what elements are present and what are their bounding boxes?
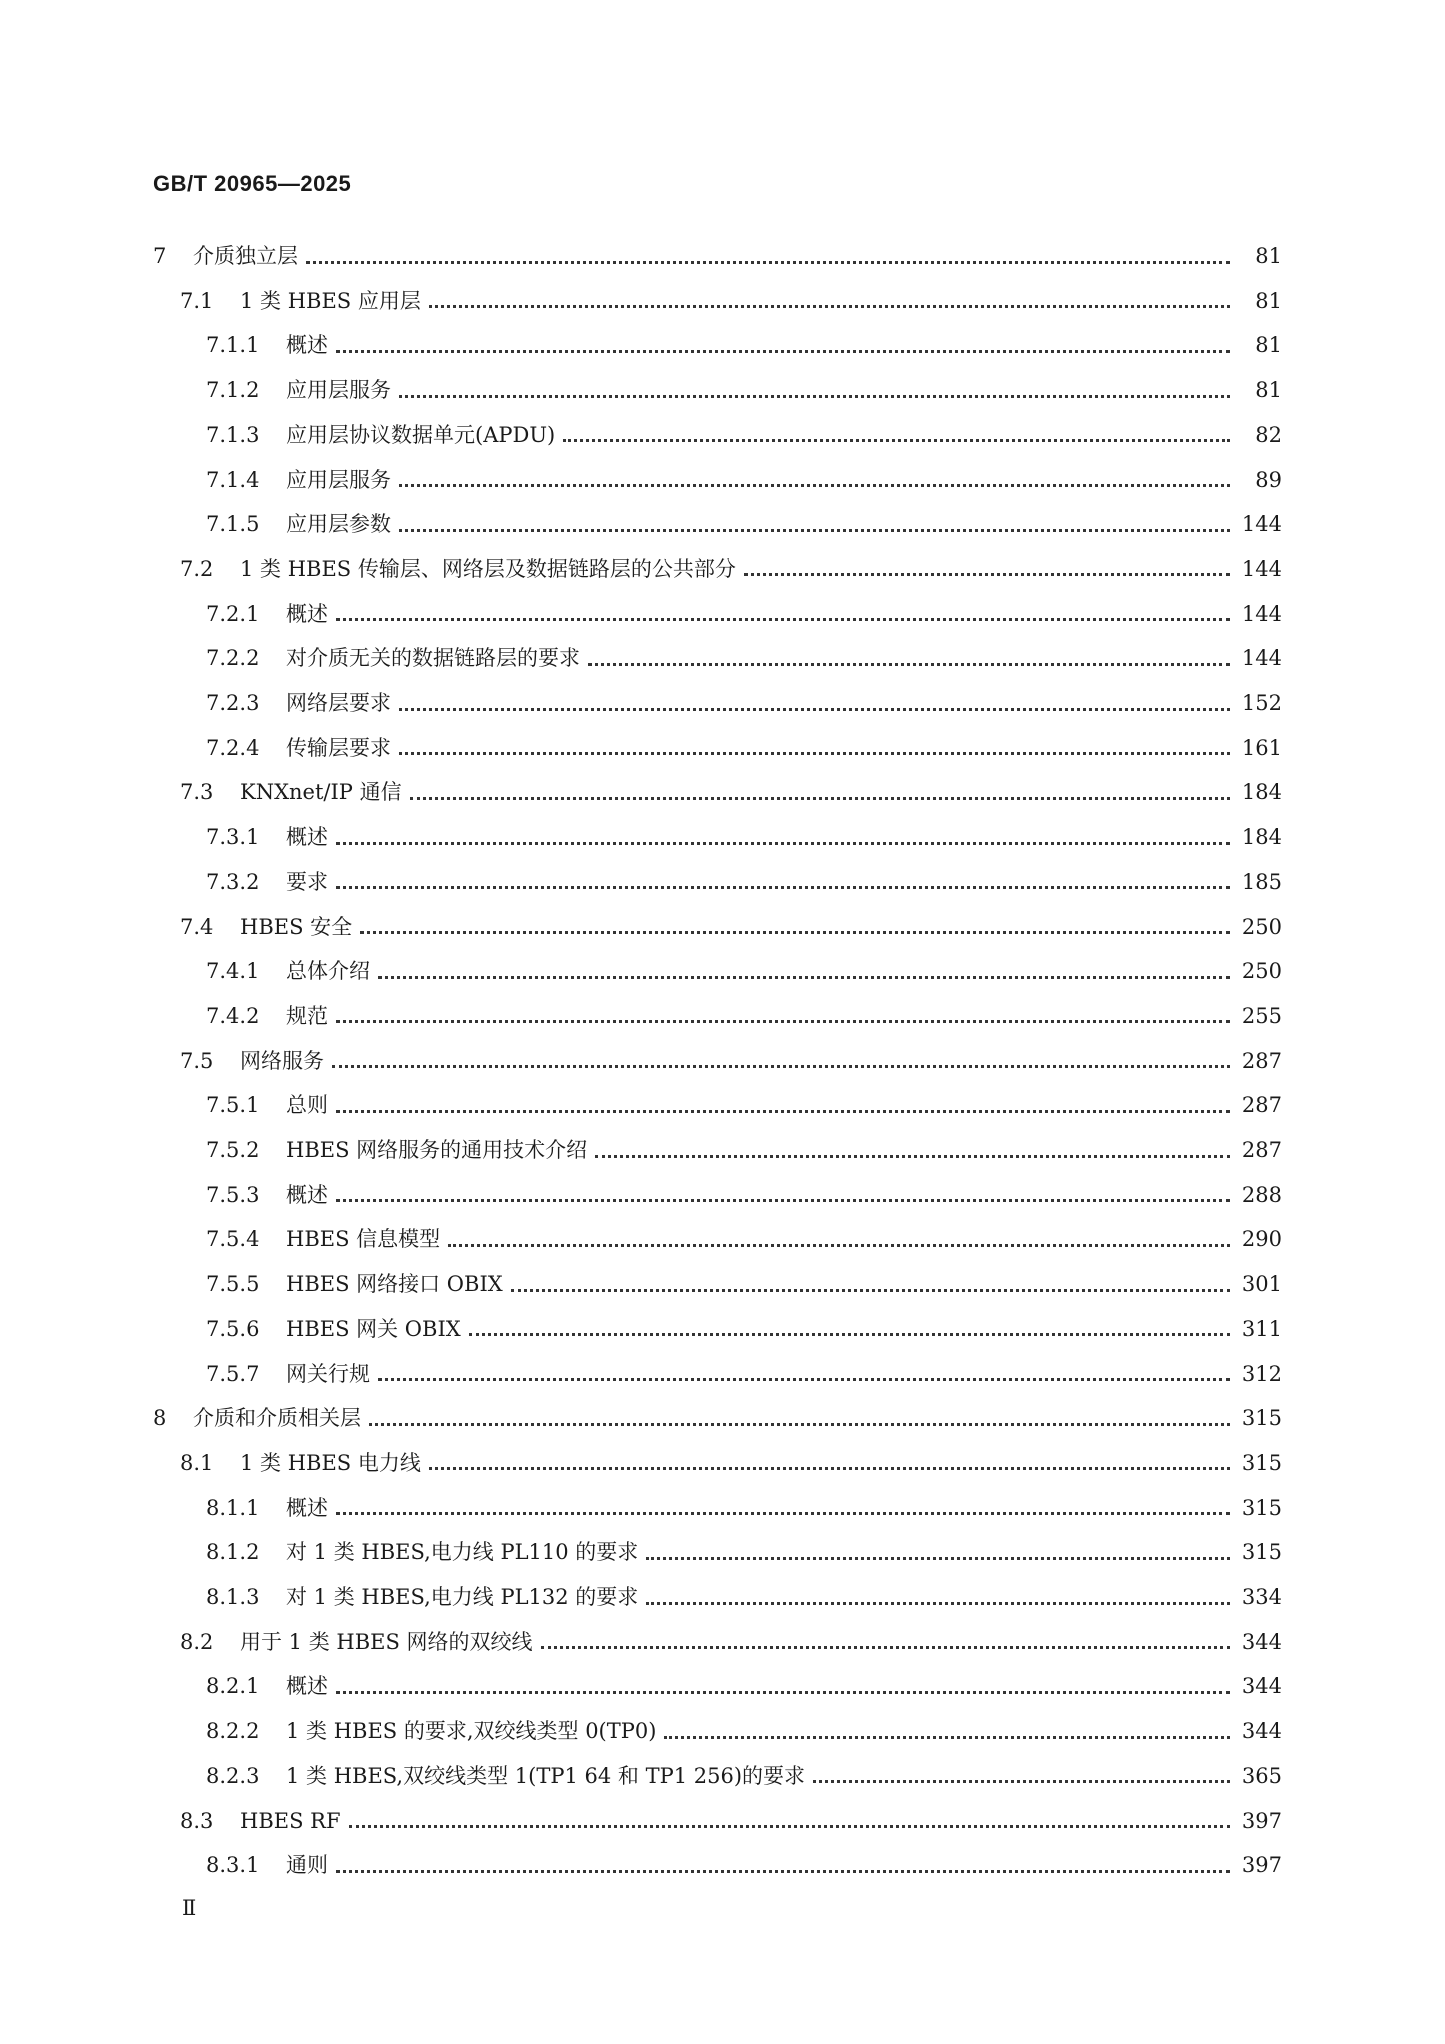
dot-leader bbox=[349, 1825, 1230, 1828]
toc-entry-page: 315 bbox=[1241, 1495, 1282, 1520]
toc-entry-title: HBES 网络接口 OBIX bbox=[286, 1272, 503, 1297]
toc-entry-page: 287 bbox=[1241, 1138, 1282, 1162]
toc-entry-page: 365 bbox=[1241, 1763, 1282, 1788]
toc-entry-title: HBES 信息模型 bbox=[286, 1227, 441, 1252]
toc-entry[interactable] bbox=[206, 1711, 1282, 1751]
toc-entry-page: 344 bbox=[1241, 1674, 1282, 1699]
dot-leader bbox=[469, 1333, 1230, 1336]
toc-entry-page: 144 bbox=[1241, 556, 1282, 581]
toc-entry-title: 传输层要求 bbox=[286, 735, 391, 760]
toc-entry-title: 1 类 HBES 的要求,双绞线类型 0(TP0) bbox=[286, 1719, 657, 1744]
dot-leader bbox=[369, 1423, 1230, 1426]
toc-entry-number: 7.2.2 bbox=[206, 646, 260, 671]
toc-entry-page: 152 bbox=[1241, 691, 1282, 715]
toc-entry-number: 7.3.1 bbox=[206, 825, 260, 850]
toc-entry[interactable] bbox=[206, 1175, 1282, 1215]
toc-entry[interactable] bbox=[206, 1219, 1282, 1259]
toc-entry-page: 344 bbox=[1241, 1719, 1282, 1744]
toc-entry[interactable] bbox=[180, 1801, 1282, 1841]
toc-entry[interactable] bbox=[206, 1309, 1282, 1349]
dot-leader bbox=[336, 886, 1230, 889]
toc-entry-page: 344 bbox=[1241, 1629, 1282, 1654]
toc-entry-number: 7.5.4 bbox=[206, 1227, 260, 1252]
toc-entry-page: 290 bbox=[1241, 1227, 1282, 1252]
dot-leader bbox=[595, 1155, 1230, 1158]
toc-entry-page: 397 bbox=[1241, 1853, 1282, 1878]
toc-entry[interactable] bbox=[180, 772, 1282, 812]
toc-entry-page: 250 bbox=[1241, 959, 1282, 984]
toc-entry[interactable] bbox=[206, 504, 1282, 544]
toc-entry-number: 7.3.2 bbox=[206, 869, 260, 894]
toc-entry-page: 144 bbox=[1241, 601, 1282, 626]
toc-entry-number: 7.4.2 bbox=[206, 1003, 260, 1028]
toc-entry[interactable] bbox=[206, 460, 1282, 500]
toc-entry[interactable] bbox=[206, 370, 1282, 410]
toc-entry[interactable] bbox=[206, 683, 1282, 723]
toc-entry[interactable] bbox=[180, 549, 1282, 589]
toc-entry-page: 144 bbox=[1241, 646, 1282, 671]
toc-entry-page: 301 bbox=[1241, 1272, 1282, 1297]
toc-entry-title: 对 1 类 HBES,电力线 PL110 的要求 bbox=[286, 1540, 639, 1565]
toc-entry-number: 8.3 bbox=[180, 1808, 214, 1833]
dot-leader bbox=[448, 1244, 1230, 1247]
toc-entry[interactable] bbox=[206, 1532, 1282, 1572]
toc-entry-number: 7.2.3 bbox=[206, 691, 260, 715]
dot-leader bbox=[336, 618, 1230, 621]
toc-entry[interactable] bbox=[206, 1264, 1282, 1304]
toc-entry[interactable] bbox=[180, 281, 1282, 321]
dot-leader bbox=[336, 1691, 1230, 1694]
toc-entry-page: 334 bbox=[1241, 1585, 1282, 1609]
toc-entry-title: 网络层要求 bbox=[286, 691, 391, 715]
dot-leader bbox=[306, 261, 1230, 264]
toc-entry[interactable] bbox=[206, 1845, 1282, 1885]
dot-leader bbox=[336, 842, 1230, 845]
toc-entry-page: 250 bbox=[1241, 914, 1282, 939]
dot-leader bbox=[410, 797, 1230, 800]
toc-entry-title: 对 1 类 HBES,电力线 PL132 的要求 bbox=[286, 1585, 639, 1609]
toc-entry-title: 介质和介质相关层 bbox=[193, 1406, 361, 1431]
dot-leader bbox=[511, 1289, 1230, 1292]
toc-entry-page: 311 bbox=[1241, 1316, 1282, 1341]
toc-entry[interactable] bbox=[206, 1354, 1282, 1394]
toc-entry-page: 287 bbox=[1241, 1093, 1282, 1118]
toc-entry-title: KNXnet/IP 通信 bbox=[240, 780, 402, 805]
toc-entry-title: 介质独立层 bbox=[193, 244, 298, 268]
toc-entry-number: 7.5 bbox=[180, 1048, 214, 1073]
toc-entry-number: 7.2.1 bbox=[206, 601, 260, 626]
toc-entry-number: 8 bbox=[153, 1406, 167, 1431]
toc-entry[interactable] bbox=[206, 415, 1282, 455]
toc-entry-number: 7.1.3 bbox=[206, 422, 260, 447]
dot-leader bbox=[588, 663, 1230, 666]
toc-entry-number: 8.2 bbox=[180, 1629, 214, 1654]
toc-entry[interactable] bbox=[206, 951, 1282, 991]
toc-entry-number: 7.5.5 bbox=[206, 1272, 260, 1297]
dot-leader bbox=[646, 1557, 1230, 1560]
toc-entry-title: 1 类 HBES 电力线 bbox=[240, 1450, 421, 1475]
toc-entry[interactable] bbox=[206, 1130, 1282, 1170]
toc-entry-page: 288 bbox=[1241, 1182, 1282, 1207]
toc-entry-page: 81 bbox=[1255, 378, 1282, 403]
toc-entry-page: 287 bbox=[1241, 1048, 1282, 1073]
toc-entry-page: 161 bbox=[1241, 735, 1282, 760]
toc-entry-number: 7.5.2 bbox=[206, 1138, 260, 1162]
toc-entry-title: 网关行规 bbox=[286, 1361, 370, 1386]
toc-entry-title: 通则 bbox=[286, 1853, 328, 1878]
toc-entry-title: 应用层服务 bbox=[286, 467, 391, 492]
toc-entry-number: 8.1.1 bbox=[206, 1495, 260, 1520]
toc-entry-number: 8.2.2 bbox=[206, 1719, 260, 1744]
toc-entry-title: 应用层参数 bbox=[286, 512, 391, 537]
dot-leader bbox=[664, 1736, 1230, 1739]
toc-entry-page: 89 bbox=[1255, 467, 1282, 492]
toc-entry[interactable] bbox=[206, 325, 1282, 365]
toc-entry[interactable] bbox=[206, 862, 1282, 902]
toc-entry-page: 81 bbox=[1255, 288, 1282, 313]
dot-leader bbox=[563, 439, 1230, 442]
toc-entry-number: 7.1 bbox=[180, 288, 214, 313]
toc-entry-title: HBES RF bbox=[240, 1808, 341, 1833]
toc-entry-title: 概述 bbox=[286, 333, 328, 358]
dot-leader bbox=[336, 1110, 1230, 1113]
toc-entry[interactable] bbox=[206, 1488, 1282, 1528]
toc-entry-title: 概述 bbox=[286, 601, 328, 626]
toc-entry-title: HBES 网关 OBIX bbox=[286, 1316, 461, 1341]
toc-entry[interactable] bbox=[206, 817, 1282, 857]
toc-entry-title: 网络服务 bbox=[240, 1048, 324, 1073]
toc-entry-title: HBES 安全 bbox=[240, 914, 353, 939]
dot-leader bbox=[399, 395, 1230, 398]
toc-entry[interactable] bbox=[206, 638, 1282, 678]
toc-entry-number: 7.4 bbox=[180, 914, 214, 939]
toc-entry-title: 概述 bbox=[286, 825, 328, 850]
toc-entry-number: 8.1.3 bbox=[206, 1585, 260, 1609]
toc-entry-title: 总则 bbox=[286, 1093, 328, 1118]
toc-entry[interactable] bbox=[206, 1666, 1282, 1706]
toc-entry-title: 概述 bbox=[286, 1182, 328, 1207]
toc-entry-page: 255 bbox=[1241, 1003, 1282, 1028]
toc-entry-number: 7.2 bbox=[180, 556, 214, 581]
toc-entry[interactable] bbox=[206, 594, 1282, 634]
toc-entry-title: 总体介绍 bbox=[286, 959, 370, 984]
dot-leader bbox=[336, 350, 1230, 353]
toc-entry-page: 315 bbox=[1241, 1406, 1282, 1431]
toc-entry-page: 315 bbox=[1241, 1540, 1282, 1565]
toc-entry-title: 应用层服务 bbox=[286, 378, 391, 403]
toc-entry-title: 1 类 HBES 应用层 bbox=[240, 288, 421, 313]
dot-leader bbox=[336, 1020, 1230, 1023]
dot-leader bbox=[360, 931, 1230, 934]
toc-entry-number: 7.2.4 bbox=[206, 735, 260, 760]
toc-entry-page: 184 bbox=[1241, 825, 1282, 850]
toc-entry[interactable] bbox=[180, 907, 1282, 947]
dot-leader bbox=[813, 1780, 1230, 1783]
toc-entry-number: 7.3 bbox=[180, 780, 214, 805]
toc-entry-page: 144 bbox=[1241, 512, 1282, 537]
toc-entry-page: 315 bbox=[1241, 1450, 1282, 1475]
toc-entry-title: 规范 bbox=[286, 1003, 328, 1028]
dot-leader bbox=[378, 976, 1230, 979]
toc-entry[interactable] bbox=[180, 1622, 1282, 1662]
dot-leader bbox=[744, 573, 1230, 576]
dot-leader bbox=[336, 1199, 1230, 1202]
toc-entry-number: 8.1.2 bbox=[206, 1540, 260, 1565]
toc-entry-number: 7.4.1 bbox=[206, 959, 260, 984]
dot-leader bbox=[429, 305, 1230, 308]
dot-leader bbox=[399, 752, 1230, 755]
toc-entry-title: 应用层协议数据单元(APDU) bbox=[286, 422, 556, 447]
toc-entry-number: 7.1.2 bbox=[206, 378, 260, 403]
toc-entry-page: 397 bbox=[1241, 1808, 1282, 1833]
toc-entry-number: 8.1 bbox=[180, 1450, 214, 1475]
toc-entry-title: 用于 1 类 HBES 网络的双绞线 bbox=[240, 1629, 533, 1654]
toc-entry[interactable] bbox=[206, 1577, 1282, 1617]
toc-entry-number: 7.5.1 bbox=[206, 1093, 260, 1118]
dot-leader bbox=[399, 529, 1230, 532]
toc-entry-page: 184 bbox=[1241, 780, 1282, 805]
toc-entry-page: 185 bbox=[1241, 869, 1282, 894]
dot-leader bbox=[541, 1646, 1230, 1649]
dot-leader bbox=[336, 1512, 1230, 1515]
toc-entry-number: 8.2.3 bbox=[206, 1763, 260, 1788]
toc-entry[interactable] bbox=[153, 1398, 1282, 1438]
toc-entry-title: HBES 网络服务的通用技术介绍 bbox=[286, 1138, 588, 1162]
toc-entry-title: 要求 bbox=[286, 869, 328, 894]
toc-entry[interactable] bbox=[180, 1443, 1282, 1483]
toc-entry-page: 312 bbox=[1241, 1361, 1282, 1386]
toc-entry[interactable] bbox=[206, 728, 1282, 768]
toc-entry[interactable] bbox=[180, 1041, 1282, 1081]
toc-entry-page: 82 bbox=[1255, 422, 1282, 447]
toc-entry-number: 7 bbox=[153, 244, 167, 268]
toc-entry-number: 7.1.4 bbox=[206, 467, 260, 492]
toc-entry-title: 对介质无关的数据链路层的要求 bbox=[286, 646, 580, 671]
dot-leader bbox=[332, 1065, 1230, 1068]
toc-entry-number: 7.5.3 bbox=[206, 1182, 260, 1207]
toc-entry-number: 7.5.7 bbox=[206, 1361, 260, 1386]
toc-entry[interactable] bbox=[206, 1085, 1282, 1125]
toc-entry-title: 1 类 HBES,双绞线类型 1(TP1 64 和 TP1 256)的要求 bbox=[286, 1763, 806, 1788]
dot-leader bbox=[336, 1870, 1230, 1873]
dot-leader bbox=[429, 1467, 1230, 1470]
toc-entry-number: 7.1.1 bbox=[206, 333, 260, 358]
toc-entry[interactable] bbox=[206, 1756, 1282, 1796]
dot-leader bbox=[399, 708, 1230, 711]
page-number: Ⅱ bbox=[182, 1896, 197, 1920]
toc-entry-page: 81 bbox=[1255, 244, 1282, 268]
toc-entry-number: 7.1.5 bbox=[206, 512, 260, 537]
dot-leader bbox=[399, 484, 1230, 487]
toc-entry-page: 81 bbox=[1255, 333, 1282, 358]
toc-entry[interactable] bbox=[206, 996, 1282, 1036]
document-id: GB/T 20965—2025 bbox=[153, 171, 352, 196]
dot-leader bbox=[646, 1602, 1230, 1605]
toc-entry-number: 7.5.6 bbox=[206, 1316, 260, 1341]
toc-entry[interactable] bbox=[153, 236, 1282, 276]
toc-entry-title: 1 类 HBES 传输层、网络层及数据链路层的公共部分 bbox=[240, 556, 736, 581]
toc-entry-title: 概述 bbox=[286, 1674, 328, 1699]
toc-entry-number: 8.3.1 bbox=[206, 1853, 260, 1878]
dot-leader bbox=[378, 1378, 1230, 1381]
toc-entry-number: 8.2.1 bbox=[206, 1674, 260, 1699]
toc-entry-title: 概述 bbox=[286, 1495, 328, 1520]
